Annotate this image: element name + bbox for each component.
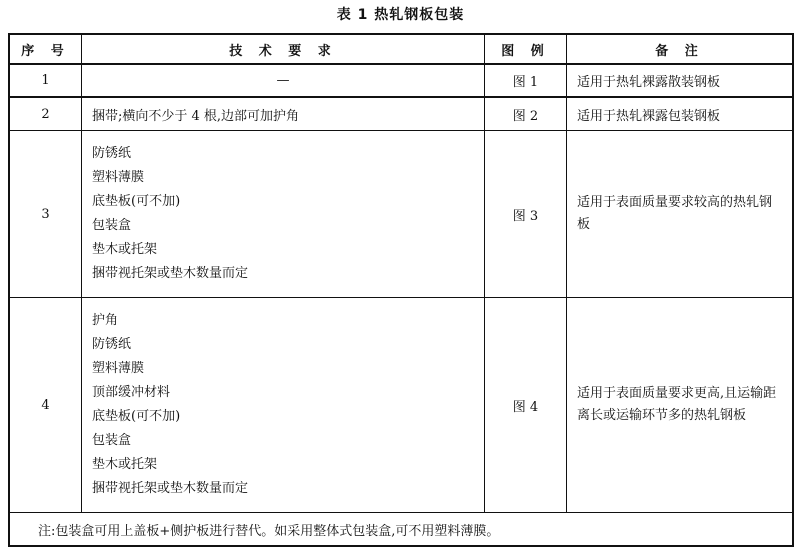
row-figure: 图 1 bbox=[485, 65, 567, 96]
requirement-item: 防锈纸 bbox=[92, 146, 132, 161]
remark-text: 适用于表面质量要求较高的热轧钢板 bbox=[577, 195, 773, 232]
row-figure: 图 4 bbox=[485, 298, 567, 512]
row-remark: 适用于热轧裸露散装钢板 bbox=[577, 75, 721, 90]
row-figure: 图 2 bbox=[485, 98, 567, 130]
table-row bbox=[10, 98, 792, 130]
requirement-item: 塑料薄膜 bbox=[92, 170, 145, 185]
row-requirements bbox=[82, 131, 485, 297]
table-title: 表 1 热轧钢板包装 bbox=[336, 7, 465, 23]
remark-text: 适用于表面质量要求更高,且运输距离长或运输环节多的热轧钢板 bbox=[577, 386, 777, 423]
note-text: 注:包装盒可用上盖板+侧护板进行替代。如采用整体式包装盒,可不用塑料薄膜。 bbox=[38, 523, 500, 539]
row-number: 2 bbox=[10, 98, 82, 130]
requirement-item: 护角 bbox=[92, 313, 119, 328]
requirement-item: 包装盒 bbox=[92, 433, 132, 448]
requirement-item: 包装盒 bbox=[92, 218, 132, 233]
header-remarks: 备 注 bbox=[655, 43, 704, 59]
requirement-item: 捆带;横向不少于 4 根,边部可加护角 bbox=[92, 108, 300, 124]
row-remark: 适用于热轧裸露包装钢板 bbox=[577, 108, 721, 124]
header-figure: 图 例 bbox=[485, 35, 567, 63]
requirement-item: 底垫板(可不加) bbox=[92, 194, 181, 209]
row-number: 4 bbox=[10, 298, 82, 512]
table-header-row bbox=[10, 35, 792, 63]
requirement-item: 塑料薄膜 bbox=[92, 361, 145, 376]
row-figure: 图 3 bbox=[485, 131, 567, 297]
requirement-item: 垫木或托架 bbox=[92, 242, 158, 257]
row-requirements bbox=[82, 298, 485, 512]
requirement-item: 底垫板(可不加) bbox=[92, 409, 181, 424]
requirement-item: 捆带视托架或垫木数量而定 bbox=[92, 481, 249, 496]
row-remark bbox=[567, 298, 792, 512]
packaging-table bbox=[8, 33, 794, 547]
row-number: 3 bbox=[10, 131, 82, 297]
table-row bbox=[10, 65, 792, 96]
table-note bbox=[10, 513, 792, 545]
table-row bbox=[10, 298, 792, 512]
header-serial-number: 序 号 bbox=[10, 35, 82, 63]
row-number: 1 bbox=[10, 65, 82, 96]
requirement-item: 防锈纸 bbox=[92, 337, 132, 352]
row-remark bbox=[567, 131, 792, 297]
requirement-item: — bbox=[276, 73, 290, 88]
row-requirements bbox=[82, 98, 485, 130]
header-technical-requirements: 技 术 要 求 bbox=[82, 35, 485, 63]
requirement-item: 垫木或托架 bbox=[92, 457, 158, 472]
requirement-item: 捆带视托架或垫木数量而定 bbox=[92, 266, 249, 281]
row-requirements bbox=[82, 65, 485, 96]
requirement-item: 顶部缓冲材料 bbox=[92, 385, 171, 400]
table-row bbox=[10, 131, 792, 297]
